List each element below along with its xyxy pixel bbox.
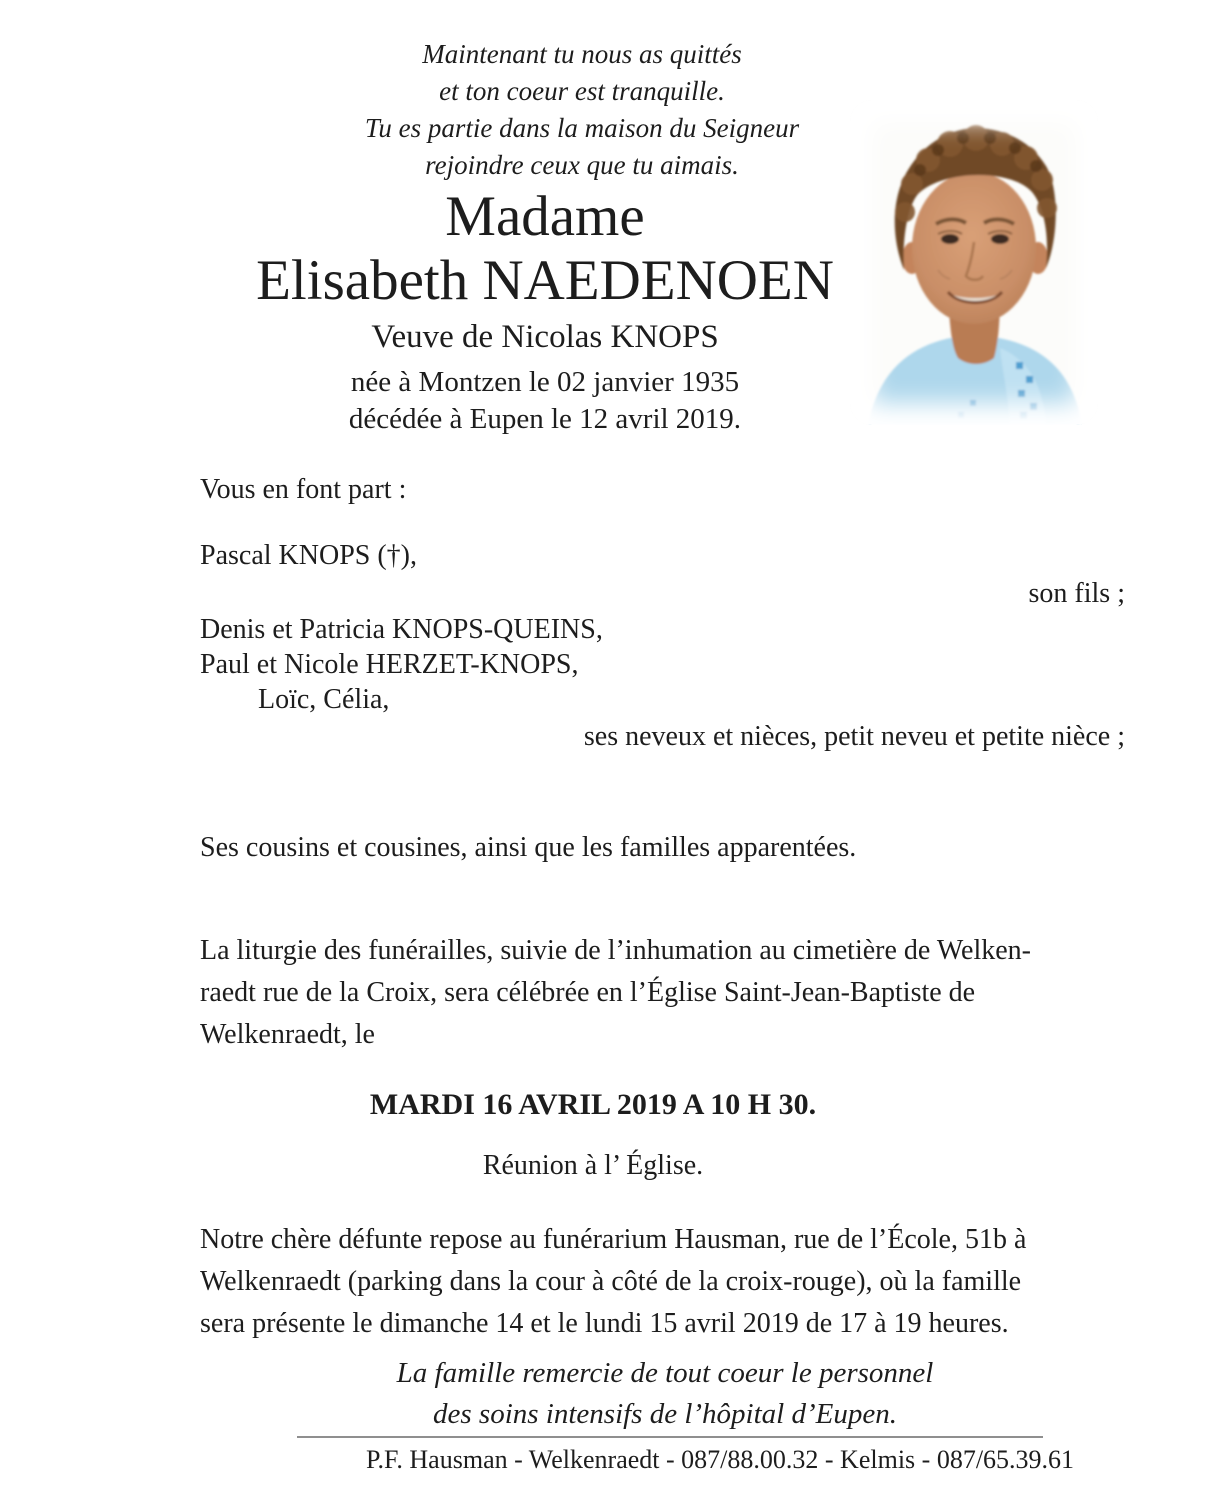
cousins-line: Ses cousins et cousines, ainsi que les familles apparentées. [200,832,857,863]
page-title: Madame [445,185,645,248]
son-name-line: Pascal KNOPS (†), [200,540,417,571]
announcement-intro: Vous en font part : [200,474,407,505]
widow-line: Veuve de Nicolas KNOPS [371,319,719,355]
thanks-line: La famille remercie de tout coeur le personnel [396,1357,934,1389]
family-line: Loïc, Célia, [258,684,390,715]
son-role-line: son fils ; [1028,578,1125,609]
family-line: Paul et Nicole HERZET-KNOPS, [200,649,579,680]
family-line: Denis et Patricia KNOPS-QUEINS, [200,614,603,645]
epigraph-line: Maintenant tu nous as quittés [422,39,742,69]
birth-death-dates [0,364,1090,438]
funeral-date-line: MARDI 16 AVRIL 2019 A 10 H 30. [369,1088,817,1121]
repose-line: sera présente le dimanche 14 et le lundi 15 avril 2019 de 17 à 19 heures. [200,1308,1009,1339]
birth-line: née à Montzen le 02 janvier 1935 [350,366,740,398]
epigraph-line: Tu es partie dans la maison du Seigneur [364,113,800,143]
liturgy-line: La liturgie des funérailles, suivie de l’inhumation au cimetière de Welken- [200,935,1031,966]
deceased-name: Elisabeth NAEDENOEN [256,249,834,312]
thanks-note [115,1353,1214,1435]
death-line: décédée à Eupen le 12 avril 2019. [348,403,742,435]
meeting-line: Réunion à l’ Église. [482,1150,704,1181]
footer-divider [297,1436,1043,1438]
epigraph-line: et ton coeur est tranquille. [439,76,725,106]
repose-line: Welkenraedt (parking dans la cour à côté de la croix-rouge), où la famille [200,1266,1022,1297]
repose-line: Notre chère défunte repose au funérarium Hausman, rue de l’École, 51b à [200,1224,1027,1255]
liturgy-line: raedt rue de la Croix, sera célébrée en l’Église Saint-Jean-Baptiste de [200,977,976,1008]
funeral-home-footer: P.F. Hausman - Welkenraedt - 087/88.00.32 - Kelmis - 087/65.39.61 [365,1445,1075,1474]
family-role-line: ses neveux et nièces, petit neveu et petite nièce ; [583,721,1125,752]
epigraph-line: rejoindre ceux que tu aimais. [425,150,739,180]
thanks-line: des soins intensifs de l’hôpital d’Eupen. [433,1398,897,1430]
repose-paragraph [200,1219,1026,1345]
liturgy-paragraph [200,930,1031,1056]
liturgy-line: Welkenraedt, le [200,1019,375,1050]
